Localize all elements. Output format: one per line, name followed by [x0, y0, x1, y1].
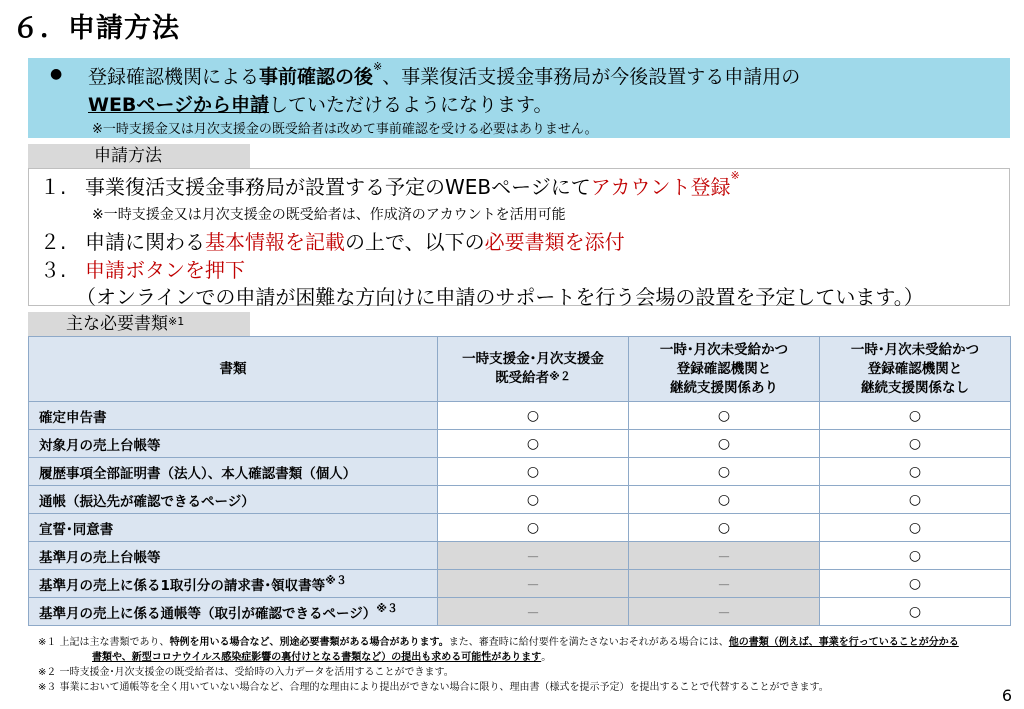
header-text: 継続支援関係なし: [861, 379, 969, 396]
table-row: [29, 542, 1011, 570]
table-cell: －: [438, 598, 629, 626]
footnote-emphasis: 書類や、新型コロナウイルス感染症影響の裏付けとなる書類など）の提出も求める可能性があります: [92, 652, 542, 663]
header-sup: ※２: [549, 370, 571, 383]
table-row: [29, 598, 1011, 626]
document-name: [29, 402, 438, 430]
table-cell: －: [629, 598, 820, 626]
table-cell: ○: [820, 570, 1011, 598]
step-text: 申請に関わる: [85, 230, 205, 254]
table-row: [29, 514, 1011, 542]
footnote-text: ※１ 上記は主な書類であり、: [38, 637, 170, 648]
footnote-emphasis: 特例を用いる場合など、別途必要書類がある場合があります。: [169, 637, 449, 648]
table-cell: ○: [820, 458, 1011, 486]
step-highlight: 必要書類を添付: [484, 230, 625, 254]
step-number: ３.: [40, 258, 67, 282]
banner-emphasis: 事前確認の後: [259, 66, 374, 88]
header-with-support-relation: [629, 337, 820, 402]
table-cell: ○: [820, 486, 1011, 514]
section-tab-sup: ※1: [168, 315, 185, 328]
document-name: [29, 514, 438, 542]
table-cell: ○: [629, 402, 820, 430]
table-cell: ○: [629, 486, 820, 514]
document-name: [29, 458, 438, 486]
header-text: 書類: [219, 360, 247, 377]
document-name: [29, 598, 438, 626]
table-cell: ○: [438, 514, 629, 542]
table-row: [29, 570, 1011, 598]
footnote-text: 。: [541, 652, 552, 663]
document-name: [29, 542, 438, 570]
step-1: [40, 171, 740, 200]
step-3-note: （オンラインでの申請が困難な方向けに申請のサポートを行う会場の設置を予定しています。）: [76, 285, 924, 309]
footnote-3: ※３ 事業において通帳等を全く用いていない場合など、合理的な理由により提出ができない場合に限り、理由書（様式を提示予定）を提出することで代替することができます。: [38, 682, 829, 693]
page-number: 6: [1001, 686, 1012, 705]
section-tab-application-method: [28, 144, 250, 168]
header-document: [29, 337, 438, 402]
document-label: 基準月の売上に係る1取引分の請求書･領収書等: [39, 577, 326, 594]
footnote-text: また、審査時に給付要件を満たさないおそれがある場合には、: [448, 637, 729, 648]
step-text: の上で、以下の: [345, 230, 485, 254]
banner-line-1: [88, 62, 800, 89]
step-number: ２.: [40, 230, 67, 254]
step-highlight: 基本情報を記載: [205, 230, 345, 254]
table-header-row: [29, 337, 1011, 402]
header-text: 一時･月次未受給かつ: [850, 341, 980, 358]
header-text: 登録確認機関と: [676, 360, 772, 377]
section-tab-label: 主な必要書類: [66, 314, 168, 334]
step-number: １.: [40, 175, 67, 199]
document-label: 宣誓･同意書: [39, 521, 114, 538]
step-3: [40, 254, 245, 283]
step-highlight: 申請ボタンを押下: [85, 258, 245, 282]
header-text: 登録確認機関と: [867, 360, 963, 377]
table-cell: －: [629, 570, 820, 598]
step-sup: ※: [730, 169, 740, 182]
header-text: 継続支援関係あり: [670, 379, 778, 396]
table-cell: ○: [629, 514, 820, 542]
footnote-1-cont: [92, 648, 551, 663]
required-documents-table: [28, 336, 1011, 626]
table-cell: －: [438, 542, 629, 570]
section-tab-required-documents: [28, 312, 250, 336]
table-row: [29, 486, 1011, 514]
header-previous-recipients: [438, 337, 629, 402]
table-cell: ○: [629, 430, 820, 458]
table-row: [29, 430, 1011, 458]
footnote-emphasis: 他の書類（例えば、事業を行っていることが分かる: [728, 637, 959, 648]
table-row: [29, 458, 1011, 486]
banner-note: ※一時支援金又は月次支援金の既受給者は改めて事前確認を受ける必要はありません。: [92, 122, 598, 137]
document-label: 確定申告書: [39, 409, 107, 426]
banner-text: していただけるようになります。: [269, 94, 553, 116]
banner-text: 登録確認機関による: [88, 66, 260, 88]
document-name: [29, 486, 438, 514]
header-text: 既受給者: [495, 370, 550, 386]
footnote-1: [38, 633, 959, 648]
header-text: 一時支援金･月次支援金: [462, 351, 604, 367]
table-row: [29, 402, 1011, 430]
banner-text: 、事業復活支援金事務局が今後設置する申請用の: [382, 66, 801, 88]
step-1-note: ※一時支援金又は月次支援金の既受給者は、作成済のアカウントを活用可能: [92, 207, 566, 223]
table-cell: ○: [438, 486, 629, 514]
step-highlight: アカウント登録: [590, 175, 731, 199]
document-label: 対象月の売上台帳等: [39, 437, 161, 454]
table-cell: ○: [438, 430, 629, 458]
footnote-2: ※２ 一時支援金･月次支援金の既受給者は、受給時の入力データを活用することができます。: [38, 667, 454, 678]
step-2: [40, 226, 625, 255]
table-cell: ○: [820, 430, 1011, 458]
header-text: 一時･月次未受給かつ: [659, 341, 789, 358]
document-sup: ※３: [325, 573, 347, 587]
document-label: 履歴事項全部証明書（法人）、本人確認書類（個人）: [39, 465, 357, 482]
table-cell: ○: [820, 402, 1011, 430]
header-without-support-relation: [820, 337, 1011, 402]
table-cell: ○: [438, 402, 629, 430]
document-name: [29, 430, 438, 458]
table-cell: ○: [438, 458, 629, 486]
table-cell: ○: [820, 542, 1011, 570]
table-cell: ○: [820, 514, 1011, 542]
document-name: [29, 570, 438, 598]
table-cell: ○: [820, 598, 1011, 626]
section-tab-label: 申請方法: [94, 146, 162, 166]
document-sup: ※３: [376, 601, 398, 615]
page-title: ６．申請方法: [12, 13, 180, 44]
banner-sup: ※: [373, 60, 383, 73]
document-label: 通帳（振込先が確認できるページ）: [39, 493, 255, 510]
table-cell: －: [438, 570, 629, 598]
table-cell: ○: [629, 458, 820, 486]
banner-line-2: [88, 90, 553, 117]
bullet-icon: ●: [50, 66, 63, 82]
document-label: 基準月の売上台帳等: [39, 549, 161, 566]
table-cell: －: [629, 542, 820, 570]
banner-emphasis: WEBページから申請: [88, 94, 270, 116]
document-label: 基準月の売上に係る通帳等（取引が確認できるページ）: [39, 605, 377, 622]
step-text: 事業復活支援金事務局が設置する予定のWEBページにて: [85, 175, 591, 199]
